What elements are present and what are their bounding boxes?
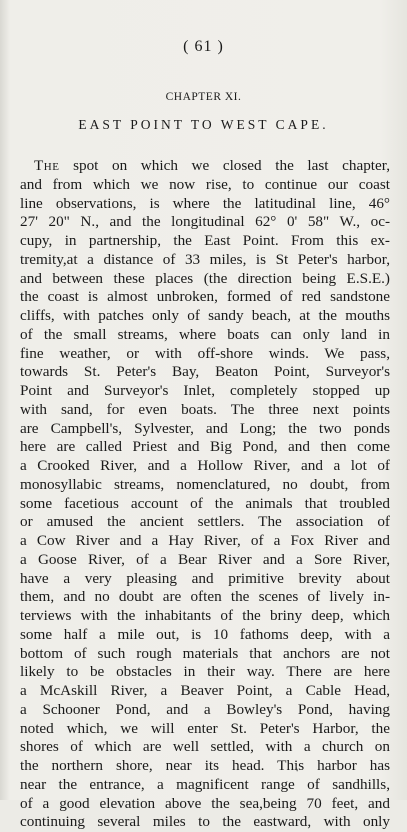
text-line [20, 232, 390, 251]
line-text: the coast is almost unbroken, formed of red sandstone [20, 288, 390, 306]
chapter-heading: CHAPTER XI. [165, 91, 242, 103]
line-text: of the small streams, where boats can only land in [20, 325, 390, 343]
line-text: a Cow River and a Hay River, of a Fox River and [20, 532, 390, 549]
line-text: with sand, for even boats. The three next points [20, 400, 390, 418]
line-text: towards St. Peter's Bay, Beaton Point, Surveyor's [20, 363, 390, 381]
text-line [20, 701, 390, 720]
line-text: fine weather, or with off-shore winds. We pass, [20, 344, 390, 362]
line-text: Point and Surveyor's Inlet, completely stopped up [20, 382, 390, 399]
text-line [20, 213, 390, 232]
text-line [20, 588, 390, 607]
lead-word: The [34, 157, 60, 174]
text-line [20, 157, 390, 176]
line-text: tremity,at a distance of 33 miles, is St Peter's harbor, [20, 250, 390, 268]
line-text: a McAskill River, a Beaver Point, a Cable Head, [20, 682, 390, 699]
line-text: spot on which we closed the last chapter, [59, 157, 390, 174]
line-text: 27' 20" N., and the longitudinal 62° 0' 58" W., oc- [20, 213, 390, 231]
line-text: cupy, in partnership, the East Point. From this ex- [20, 232, 390, 249]
text-line [20, 607, 390, 626]
text-line [20, 738, 390, 757]
text-line [20, 495, 390, 514]
chapter-title: EAST POINT TO WEST CAPE. [78, 117, 329, 132]
text-line [20, 195, 390, 214]
text-line [20, 438, 390, 457]
line-text: noted which, we will enter St. Peter's Harbor, the [20, 719, 390, 737]
text-line [20, 532, 390, 551]
line-text: are Campbell's, Sylvester, and Long; the two ponds [20, 419, 390, 437]
line-text: have a very pleasing and primitive brevity about [20, 569, 390, 587]
text-line [20, 776, 390, 795]
line-text: bottom of such rough materials that anchors are not [20, 644, 390, 662]
text-line [20, 457, 390, 476]
text-line [20, 363, 390, 382]
text-line [20, 513, 390, 532]
line-text: of a good elevation above the sea,being 70 feet, and [20, 794, 390, 812]
line-text: cliffs, with patches only of sandy beach, at the mouths [20, 307, 390, 324]
line-text: or amused the ancient settlers. The association of [20, 513, 390, 531]
text-line [20, 345, 390, 364]
page-number: ( 61 ) [183, 38, 224, 55]
text-line [20, 288, 390, 307]
line-text: some facetious account of the animals that troubled [20, 494, 390, 512]
line-text: continuing several miles to the eastward, with only [20, 813, 390, 831]
body-text [20, 157, 390, 832]
text-line [20, 382, 390, 401]
text-line [20, 813, 390, 832]
text-line [20, 757, 390, 776]
line-text: some half a mile out, is 10 fathoms deep, with a [20, 625, 390, 643]
line-text: and between these places (the direction being E.S.E.) [20, 269, 390, 287]
text-line [20, 401, 390, 420]
line-text: them, and no doubt are often the scenes of lively in- [20, 588, 390, 606]
text-line [20, 326, 390, 345]
text-line [20, 626, 390, 645]
text-line [20, 663, 390, 682]
text-line [20, 720, 390, 739]
text-line [20, 551, 390, 570]
text-line [20, 476, 390, 495]
text-line [20, 251, 390, 270]
line-text: near the entrance, a magnificent range of sandhills, [20, 775, 390, 793]
line-text: shores of which are well settled, with a church on [20, 738, 390, 756]
text-line [20, 570, 390, 589]
text-line [20, 176, 390, 195]
line-text: the northern shore, near its head. This harbor has [20, 757, 390, 774]
text-line [20, 270, 390, 289]
text-line [20, 682, 390, 701]
line-text: here are called Priest and Big Pond, and then come [20, 438, 390, 456]
line-text: line observations, is where the latitudinal line, 46° [20, 194, 390, 212]
line-text: terviews with the inhabitants of the briny deep, which [20, 607, 390, 624]
text-line [20, 645, 390, 664]
line-text: monosyllabic streams, nomenclatured, no doubt, from [20, 475, 390, 493]
line-text: and from which we now rise, to continue our coast [20, 175, 390, 193]
line-text: a Schooner Pond, and a Bowley's Pond, having [20, 700, 390, 718]
line-text: likely to be obstacles in their way. There are here [20, 663, 390, 681]
text-line [20, 420, 390, 439]
text-line [20, 795, 390, 814]
line-text: a Crooked River, and a Hollow River, and a lot of [20, 457, 390, 474]
line-text: a Goose River, of a Bear River and a Sore River, [20, 550, 390, 568]
text-line [20, 307, 390, 326]
